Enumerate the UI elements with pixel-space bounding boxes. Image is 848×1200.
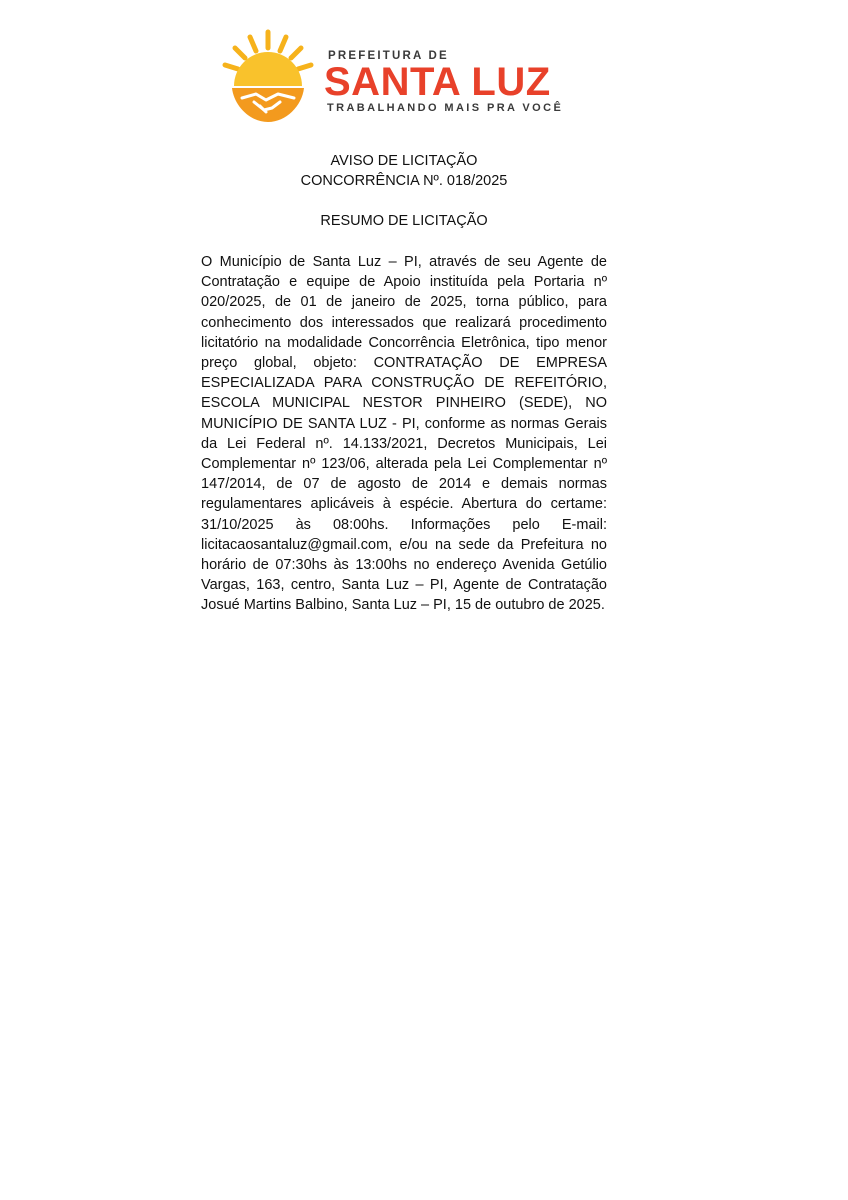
notice-body: O Município de Santa Luz – PI, através de seu Agente de Contratação e equipe de Apoio instituída pela Portaria nº 020/2025, de 01 de janeiro de 2025, torna público, para conhecimento dos interessados que realizará procedimento licitatório na modalidade Concorrência Eletrônica, tipo menor preço global, objeto: CONTRATAÇÃO DE EMPRESA ESPECIALIZADA PARA CONSTRUÇÃO DE REFEITÓRIO, ESCOLA MUNICIPAL NESTOR PINHEIRO (SEDE), NO MUNICÍPIO DE SANTA LUZ - PI, conforme as normas Gerais da Lei Federal nº. 14.133/2021, Decretos Municipais, Lei Complementar nº 123/06, alterada pela Lei Complementar nº 147/2014, de 07 de agosto de 2014 e demais normas regulamentares aplicáveis à espécie. Abertura do certame: 31/10/2025 às 08:00hs. Informações pelo E-mail: licitacaosantaluz@gmail.com, e/ou na sede da Prefeitura no horário de 07:30hs às 13:00hs no endereço Avenida Getúlio Vargas, 163, centro, Santa Luz – PI, Agente de Contratação Josué Martins Balbino, Santa Luz – PI, 15 de outubro de 2025. [201,254,607,614]
logo-name: SANTA LUZ [324,60,551,104]
logo-prefix: PREFEITURA DE [328,50,449,62]
section-heading: RESUMO DE LICITAÇÃO [320,213,488,229]
document-title: AVISO DE LICITAÇÃO [330,153,478,169]
document-subtitle: CONCORRÊNCIA Nº. 018/2025 [300,173,508,189]
prefeitura-logo [220,28,612,128]
sun-handshake-icon [220,28,320,128]
logo-slogan: TRABALHANDO MAIS PRA VOCÊ [327,102,564,114]
